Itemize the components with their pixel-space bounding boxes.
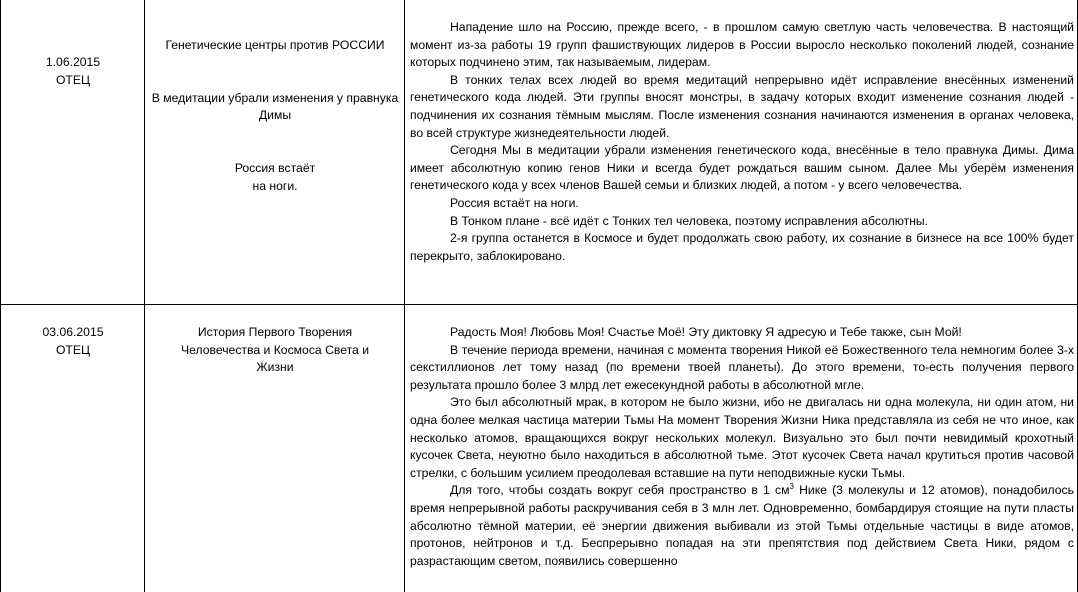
column-divider-title (404, 0, 405, 592)
table-border-left (0, 0, 1, 592)
row-1-title-3: Россия встаёт (234, 161, 316, 176)
row-1-title-1: Генетические центры против РОССИИ (165, 38, 385, 52)
row-divider (0, 304, 1078, 305)
row-2-author: ОТЕЦ (55, 342, 91, 357)
row-1-paragraph-1: Нападение шло на Россию, прежде всего, - в прошлом самую светлую часть человечества. В настоящий момент из-за работы 19 групп фашиствующих лидеров в России выросло несколько поколений людей, сознание которых подчинено этим, так называемым, лидерам. (410, 20, 1074, 70)
column-divider-date (144, 0, 145, 592)
row-2-body-cell (410, 324, 1074, 570)
row-2-paragraph-4-rest: Нике (3 молекулы и 12 атомов), понадобилось время непрерывной работы раскручивания себя в 3 млн лет. Одновременно, бомбардируя стоящие на пути пласты абсолютно тёмной материи, её энергии движения выбивали из этой Тьмы отдельные частицы в виде атомов, протонов, нейтронов и т.д. Беспрерывно попадая на эти препятствия под действием Света Ники, рядом с разрастающим светом, появились совершенно (410, 483, 1074, 568)
row-2-paragraph-4-superscript: 3 (789, 482, 794, 492)
row-1-author: ОТЕЦ (55, 72, 91, 87)
row-1-paragraph-5: В Тонком плане - всё идёт с Тонких тел человека, поэтому исправления абсолютны. (450, 213, 929, 228)
row-1-paragraph-3: Сегодня Мы в медитации убрали изменения генетического кода, внесённые в тело правнука Димы. Дима имеет абсолютную копию генов Ники и всегда будет рождаться вашим сыном. Далее Мы уберём изменения генетического кода у всех членов Вашей семьи и близких людей, а потом - у всего человечества. (410, 143, 1074, 193)
row-2-date-cell (2, 324, 144, 359)
row-2-title-cell (166, 324, 384, 377)
row-2-paragraph-4 (410, 482, 1074, 570)
row-1-body-cell (410, 19, 1074, 265)
row-1-title-2: В медитации убрали изменения у правнука Димы (151, 90, 399, 123)
row-2-paragraph-3: Это был абсолютный мрак, в котором не было жизни, ибо не двигалась ни одна молекула, ни один атом, ни одна более мелкая частица материи Тьмы На момент Творения Жизни Ника представляла из себя не что иное, как несколько атомов, вращающихся вокруг нескольких молекул. Визуально это был почти невидимый крохотный кусочек Света, неуютно было находиться в абсолютной тьме. Этот кусочек Света начал крутиться против часовой стрелки, с большим усилием преодолевая вставшие на пути неподвижные куски Тьмы. (410, 395, 1074, 480)
row-1-title-cell (148, 37, 402, 195)
row-1-paragraph-4: Россия встаёт на ноги. (450, 195, 579, 210)
row-2-paragraph-1: Радость Моя! Любовь Моя! Счастье Моё! Эту диктовку Я адресую и Тебе также, сын Мой! (450, 325, 962, 339)
row-1-title-4: на ноги. (252, 178, 298, 193)
row-1-date: 1.06.2015 (45, 55, 101, 69)
row-1-paragraph-6: 2-я группа останется в Космосе и будет продолжать свою работу, их сознание в бизнесе на все 100% будет перекрыто, заблокировано. (410, 231, 1074, 263)
row-1-date-cell (2, 54, 144, 89)
row-2-date: 03.06.2015 (42, 325, 104, 339)
row-2-title-1: История Первого Творения Человечества и Космоса Света и Жизни (180, 325, 370, 375)
row-2-paragraph-2: В течение периода времени, начиная с момента творения Никой её Божественного тела немногим более 3-х секстиллионов лет тому назад (по времени твоей планеты). До этого времени, то-есть получения первого результата прошло более 3 млрд лет ежесекундной работы в абсолютной мгле. (410, 342, 1074, 392)
row-2-paragraph-4-start: Для того, чтобы создать вокруг себя пространство в 1 см (450, 483, 790, 498)
row-1-paragraph-2: В тонких телах всех людей во время медитаций непрерывно идёт исправление внесённых изменений генетического кода людей. Эти группы вносят монстры, в задачу которых входит изменение сознания людей - подчинения их сознания тёмным мыслям. После изменения сознания начинаются изменения в органах человека, во всей структуре жизнедеятельности людей. (410, 72, 1074, 140)
